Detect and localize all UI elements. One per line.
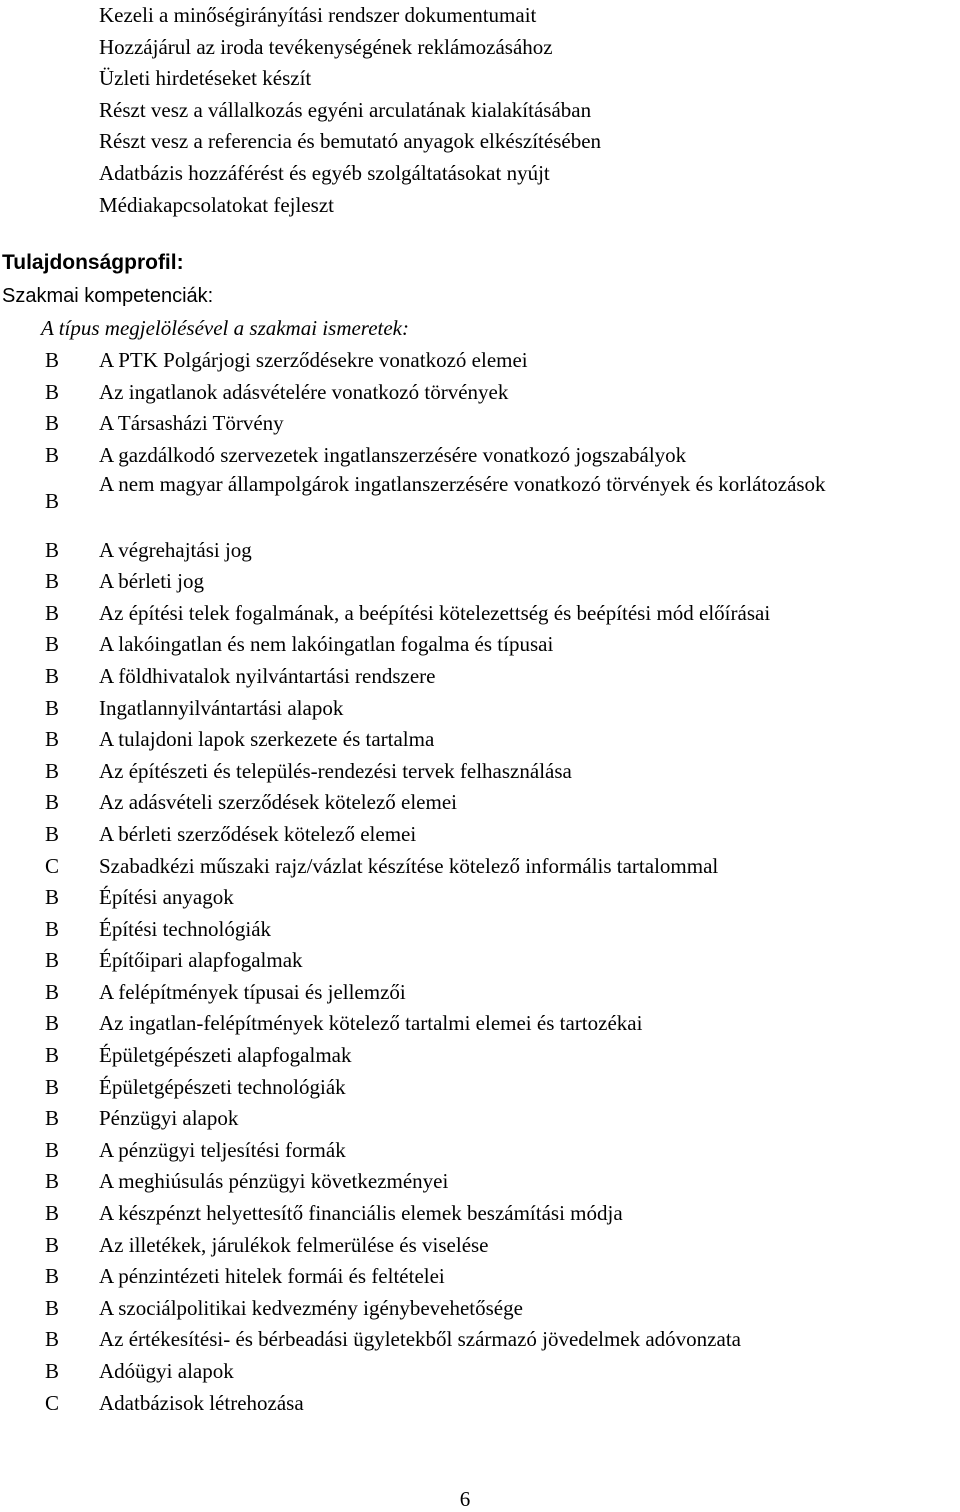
competency-level: B: [45, 885, 60, 910]
competency-text: A tulajdoni lapok szerkezete és tartalma: [99, 727, 435, 752]
competency-level: B: [45, 600, 60, 625]
competency-level: C: [45, 853, 60, 878]
competency-level: B: [45, 489, 60, 514]
competency-level: B: [45, 1043, 60, 1068]
competency-text: A PTK Polgárjogi szerződésekre vonatkozó elemei: [99, 348, 528, 372]
intro-line: A típus megjelölésével a szakmai ismeretek:: [41, 316, 409, 340]
competency-level: B: [45, 1137, 60, 1162]
competency-text: Építőipari alapfogalmak: [99, 948, 303, 973]
competency-level: B: [45, 1169, 60, 1194]
competency-level: B: [45, 411, 60, 436]
competency-level: B: [45, 1295, 60, 1320]
competency-text: A meghiúsulás pénzügyi következményei: [99, 1169, 449, 1194]
competency-level: B: [45, 1232, 60, 1257]
responsibility-item: Üzleti hirdetéseket készít: [99, 66, 312, 91]
competency-text: A nem magyar állampolgárok ingatlanszerzésére vonatkozó törvények és korlátozások: [99, 472, 826, 497]
competency-level: B: [45, 948, 60, 973]
competency-text: Az ingatlan-felépítmények kötelező tartalmi elemei és tartozékai: [99, 1011, 643, 1036]
responsibility-item: Hozzájárul az iroda tevékenységének reklámozásához: [99, 34, 553, 59]
competency-text: Az illetékek, járulékok felmerülése és viselése: [99, 1232, 489, 1257]
competency-level: B: [45, 442, 60, 467]
section-heading: Tulajdonságprofil:: [2, 251, 184, 274]
page-number: 6: [459, 1487, 471, 1511]
competency-row: [0, 470, 960, 533]
competency-row: [0, 660, 960, 692]
competency-row: [0, 755, 960, 787]
competency-level: B: [45, 758, 60, 783]
competency-text: Épületgépészeti technológiák: [99, 1074, 346, 1099]
competency-text: Szabadkézi műszaki rajz/vázlat készítése kötelező informális tartalommal: [99, 853, 719, 878]
competency-text: Az adásvételi szerződések kötelező elemei: [99, 790, 457, 815]
competency-row: [0, 1197, 960, 1229]
competency-level: B: [45, 569, 60, 594]
competency-text: Adóügyi alapok: [99, 1359, 234, 1383]
competency-text: Ingatlannyilvántartási alapok: [99, 695, 344, 720]
competency-row: [0, 723, 960, 755]
competency-level: B: [45, 379, 60, 404]
competency-row: [0, 1071, 960, 1103]
competency-level: C: [45, 1390, 60, 1415]
competency-row: [0, 1355, 960, 1387]
competency-row: [0, 786, 960, 818]
responsibility-item: Médiakapcsolatokat fejleszt: [99, 192, 334, 217]
competency-row: [0, 976, 960, 1008]
competency-text: Pénzügyi alapok: [99, 1106, 239, 1131]
responsibility-item: Részt vesz a vállalkozás egyéni arculatának kialakításában: [99, 97, 592, 122]
responsibility-item: Részt vesz a referencia és bemutató anyagok elkészítésében: [99, 129, 602, 154]
competency-row: [0, 597, 960, 629]
competency-row: [0, 944, 960, 976]
competency-level: B: [45, 695, 60, 720]
competency-level: B: [45, 1327, 60, 1352]
competency-level: B: [45, 632, 60, 657]
responsibility-list: [99, 0, 601, 221]
responsibility-item: Kezeli a minőségirányítási rendszer dokumentumait: [99, 3, 537, 27]
competency-row: [0, 1229, 960, 1261]
competency-level: B: [45, 821, 60, 846]
competency-row: [0, 344, 960, 376]
competency-text: Az építészeti és település-rendezési tervek felhasználása: [99, 758, 572, 783]
competency-row: [0, 1039, 960, 1071]
competency-row: [0, 692, 960, 724]
competency-row: [0, 1102, 960, 1134]
competency-text: Épületgépészeti alapfogalmak: [99, 1043, 352, 1068]
competency-level: B: [45, 1011, 60, 1036]
competency-level: B: [45, 1264, 60, 1289]
competency-level: B: [45, 1359, 60, 1383]
competency-level: B: [45, 663, 60, 688]
competency-level: B: [45, 916, 60, 941]
competency-text: Az ingatlanok adásvételére vonatkozó törvények: [99, 379, 509, 404]
competency-row: [0, 628, 960, 660]
competency-row: [0, 439, 960, 471]
competency-row: [0, 1260, 960, 1292]
competency-level: B: [45, 979, 60, 1004]
competency-row: [0, 565, 960, 597]
competency-row: [0, 376, 960, 408]
section-subheading: Szakmai kompetenciák:: [2, 285, 214, 307]
competency-text: Adatbázisok létrehozása: [99, 1390, 304, 1415]
competency-row: [0, 534, 960, 566]
competency-level: B: [45, 790, 60, 815]
competency-text: A Társasházi Törvény: [99, 411, 284, 436]
competency-row: [0, 1292, 960, 1324]
competency-list: [0, 344, 960, 1418]
competency-level: B: [45, 1201, 60, 1226]
competency-row: [0, 818, 960, 850]
competency-level: B: [45, 1106, 60, 1131]
competency-level: B: [45, 537, 60, 562]
competency-text: A felépítmények típusai és jellemzői: [99, 979, 406, 1004]
competency-text: A pénzügyi teljesítési formák: [99, 1137, 346, 1162]
competency-level: B: [45, 1074, 60, 1099]
competency-text: A végrehajtási jog: [99, 537, 252, 562]
competency-text: A bérleti szerződések kötelező elemei: [99, 821, 417, 846]
competency-row: [0, 1387, 960, 1419]
competency-row: [0, 1007, 960, 1039]
competency-level: B: [45, 348, 60, 372]
competency-text: A gazdálkodó szervezetek ingatlanszerzésére vonatkozó jogszabályok: [99, 442, 687, 467]
competency-row: [0, 913, 960, 945]
competency-text: Építési technológiák: [99, 916, 272, 941]
competency-row: [0, 1134, 960, 1166]
competency-row: [0, 850, 960, 882]
competency-text: A készpénzt helyettesítő financiális elemek beszámítási módja: [99, 1201, 623, 1226]
competency-text: Építési anyagok: [99, 885, 234, 910]
competency-text: A pénzintézeti hitelek formái és feltételei: [99, 1264, 445, 1289]
competency-row: [0, 881, 960, 913]
competency-text: Az értékesítési- és bérbeadási ügyletekből származó jövedelmek adóvonzata: [99, 1327, 741, 1352]
competency-text: Az építési telek fogalmának, a beépítési kötelezettség és beépítési mód előírásai: [99, 600, 771, 625]
competency-row: [0, 1165, 960, 1197]
competency-text: A bérleti jog: [99, 569, 204, 594]
competency-level: B: [45, 727, 60, 752]
competency-text: A szociálpolitikai kedvezmény igénybevehetősége: [99, 1295, 523, 1320]
competency-row: [0, 407, 960, 439]
competency-text: A lakóingatlan és nem lakóingatlan fogalma és típusai: [99, 632, 554, 657]
competency-row: [0, 1323, 960, 1355]
responsibility-item: Adatbázis hozzáférést és egyéb szolgáltatásokat nyújt: [99, 160, 550, 185]
competency-text: A földhivatalok nyilvántartási rendszere: [99, 663, 436, 688]
